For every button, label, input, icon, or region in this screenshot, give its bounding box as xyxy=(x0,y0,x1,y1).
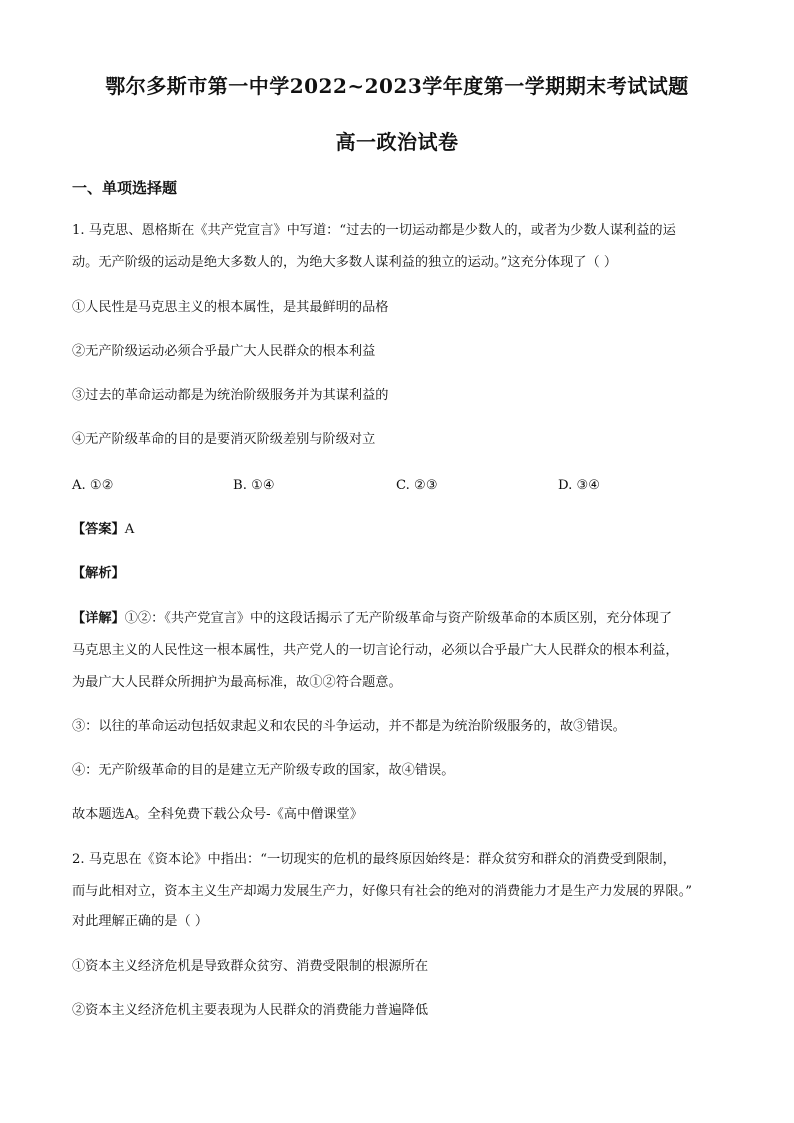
q1-detail-line-5: ④：无产阶级革命的目的是建立无产阶级专政的国家，故④错误。 xyxy=(72,763,455,778)
q1-option-b: B. ①④ xyxy=(233,478,275,493)
q2-statement-1: ①资本主义经济危机是导致群众贫穷、消费受限制的根源所在 xyxy=(72,959,429,974)
q1-statement-3: ③过去的革命运动都是为统治阶级服务并为其谋利益的 xyxy=(72,388,389,403)
q1-detail-line-2: 马克思主义的人民性这一根本属性，共产党人的一切言论行动，必须以合乎最广大人民群众的根本利益， xyxy=(72,643,679,658)
q2-statement-2: ②资本主义经济危机主要表现为人民群众的消费能力普遍降低 xyxy=(72,1003,429,1018)
answer-value: A xyxy=(124,522,135,537)
detail-tag: 【详解】 xyxy=(72,611,125,626)
detail-text: ①②：《共产党宣言》中的这段话揭示了无产阶级革命与资产阶级革命的本质区别，充分体现了 xyxy=(124,611,673,626)
q1-answer xyxy=(72,521,134,539)
answer-tag: 【答案】 xyxy=(72,522,125,537)
section-heading: 一、单项选择题 xyxy=(72,179,178,197)
q1-statement-4: ④无产阶级革命的目的是要消灭阶级差别与阶级对立 xyxy=(72,432,376,447)
q1-option-d: D. ③④ xyxy=(558,478,601,493)
q1-statement-2: ②无产阶级运动必须合乎最广大人民群众的根本利益 xyxy=(72,344,376,359)
q1-detail-line-1 xyxy=(72,610,672,628)
q1-stem-line-2: 动。无产阶级的运动是绝大多数人的，为绝大多数人谋利益的独立的运动。”这充分体现了（ ） xyxy=(72,255,618,270)
q2-stem-line-1: 2. 马克思在《资本论》中指出：“一切现实的危机的最终原因始终是：群众贫穷和群众的消费受到限制， xyxy=(72,852,676,867)
analysis-tag: 【解析】 xyxy=(72,566,125,581)
q1-option-a: A. ①② xyxy=(72,478,114,493)
q2-stem-line-2: 而与此相对立，资本主义生产却竭力发展生产力，好像只有社会的绝对的消费能力才是生产力发展的界限。” xyxy=(72,884,692,899)
q1-statement-1: ①人民性是马克思主义的根本属性，是其最鲜明的品格 xyxy=(72,300,389,315)
q1-stem-line-1: 1. 马克思、恩格斯在《共产党宣言》中写道：“过去的一切运动都是少数人的，或者为少数人谋利益的运 xyxy=(72,223,676,238)
q1-analysis-heading xyxy=(72,565,125,583)
exam-subtitle: 高一政治试卷 xyxy=(335,130,459,154)
q1-detail-line-4: ③：以往的革命运动包括奴隶起义和农民的斗争运动，并不都是为统治阶级服务的，故③错误。 xyxy=(72,719,626,734)
q2-stem-line-3: 对此理解正确的是（ ） xyxy=(72,914,209,929)
q1-conclusion: 故本题选A。全科免费下载公众号-《高中僧课堂》 xyxy=(72,807,363,822)
exam-title: 鄂尔多斯市第一中学2022~2023学年度第一学期期末考试试题 xyxy=(105,74,689,98)
q1-detail-line-3: 为最广大人民群众所拥护为最高标准，故①②符合题意。 xyxy=(72,675,402,690)
q1-option-c: C. ②③ xyxy=(396,478,438,493)
